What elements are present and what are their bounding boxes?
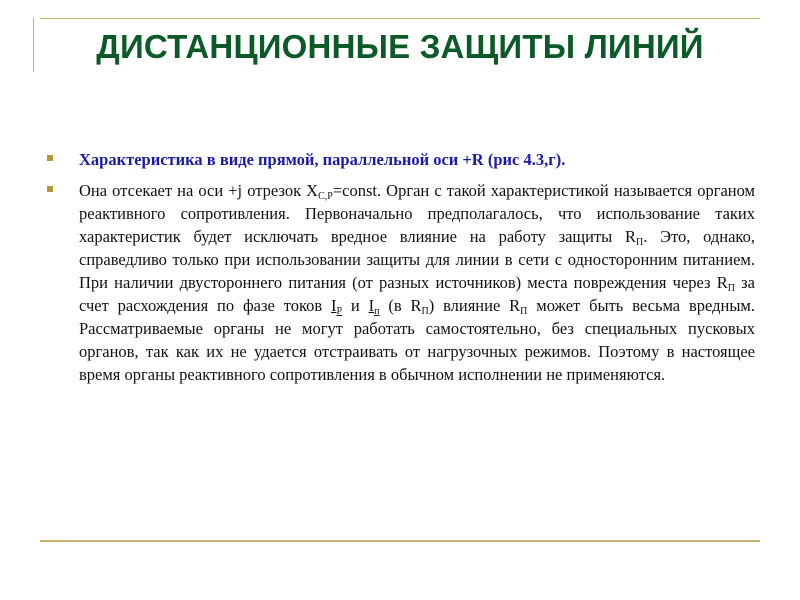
text-run: может быть весьма вредным. Рассматриваемые органы не могут работать самостоятельно, без специальных пусковых органов, так как их не удается отстраивать от нагрузочных режимов. Поэтому в настоящее время органы реактивного сопротивления в обычном исполнении не применяются.: [79, 296, 755, 384]
subscript: п: [374, 306, 380, 317]
bullet-item-2: [45, 179, 755, 386]
subscript: П: [727, 283, 735, 294]
subscript: П: [636, 237, 644, 248]
current-symbol: I: [368, 296, 375, 315]
text-run: (в R: [379, 296, 422, 315]
frame-bottom-line: [40, 540, 760, 542]
text-run: Она отсекает на оси +j отрезок X: [79, 181, 319, 200]
bullet-square-icon: [47, 186, 53, 192]
frame-top-line: [40, 18, 760, 19]
bullet-list: [45, 148, 755, 394]
slide-title: ДИСТАНЦИОННЫЕ ЗАЩИТЫ ЛИНИЙ: [96, 28, 704, 65]
bullet-text-2: [79, 179, 755, 386]
text-run: и: [342, 296, 369, 315]
current-symbol: I: [331, 296, 337, 315]
subscript: Р: [336, 306, 343, 317]
bullet-square-icon: [47, 155, 53, 161]
text-run: =const. Орган с такой характеристикой называется органом реактивного сопротивления. Первоначально предполагалось, что использование таких характеристик будет исключать вредное влияние на работу защиты R: [79, 181, 756, 246]
bullet-item-1: [45, 148, 755, 171]
bullet-text-1: Характеристика в виде прямой, параллельной оси +R (рис 4.3,г).: [79, 150, 566, 169]
subscript: П: [421, 306, 429, 317]
text-run: ) влияние R: [428, 296, 521, 315]
text-run: за счет расхождения по фазе токов: [79, 273, 755, 315]
text-run: . Это, однако, справедливо только при использовании защиты для линии в сети с односторонним питанием. При наличии двустороннего питания (от разных источников) места повреждения через R: [79, 227, 755, 292]
subscript: С,Р: [318, 191, 333, 202]
subscript: П: [520, 306, 528, 317]
